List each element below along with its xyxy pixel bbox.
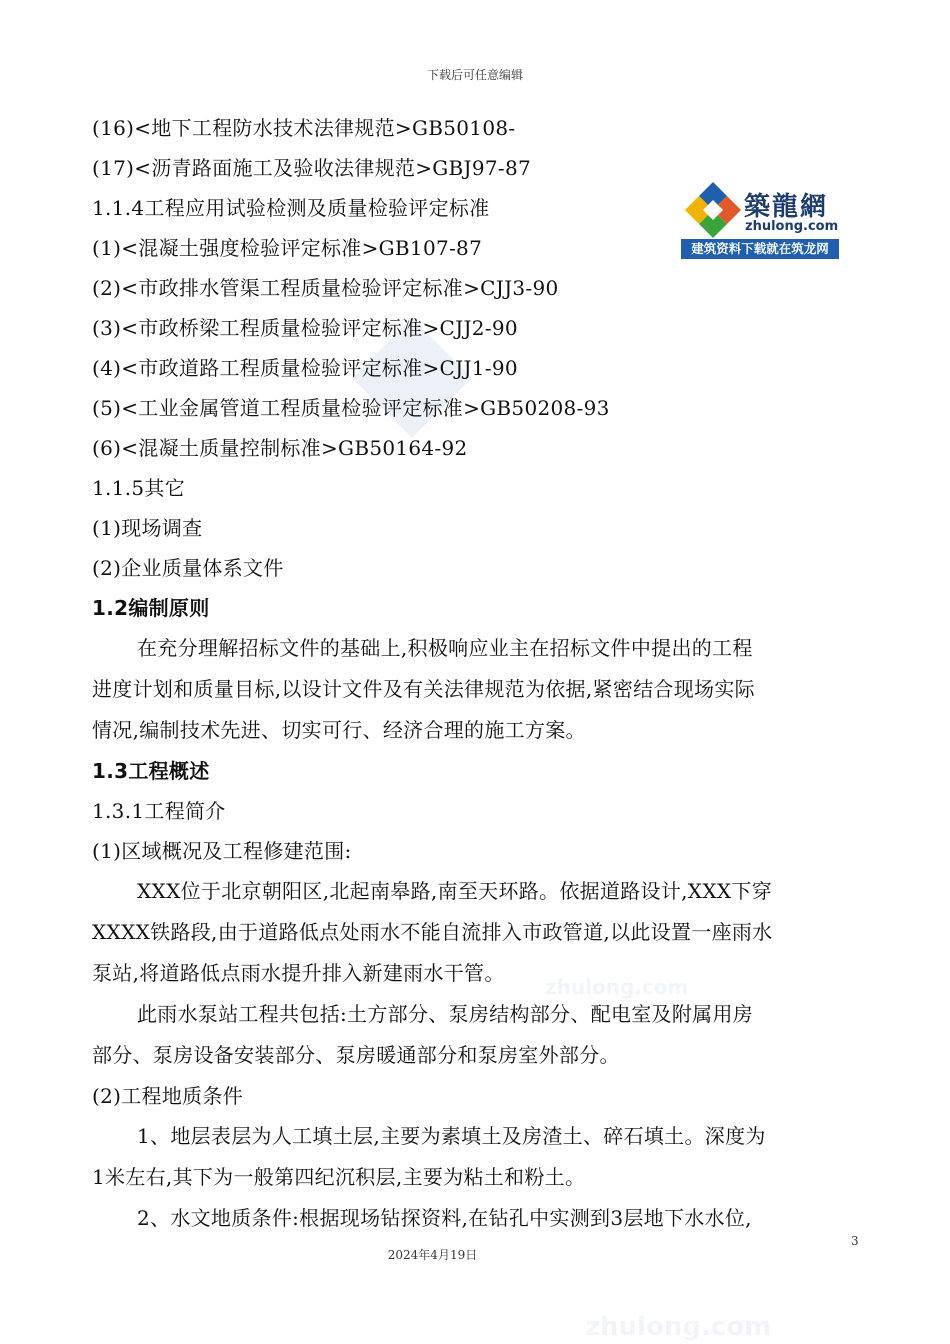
logo-brand-name: 築龍網 <box>744 192 829 222</box>
text-line: (4)<市政道路工程质量检验评定标准>CJJ1-90 <box>92 356 518 380</box>
text-line: (2)工程地质条件 <box>92 1084 244 1108</box>
paragraph-line: 1米左右,其下为一般第四纪沉积层,主要为粘土和粉土。 <box>92 1165 586 1189</box>
paragraph-line: 1、地层表层为人工填土层,主要为素填土及房渣土、碎石填土。深度为 <box>137 1124 766 1148</box>
text-line: (1)<混凝土强度检验评定标准>GB107-87 <box>92 236 483 260</box>
text-line: (16)<地下工程防水技术法律规范>GB50108- <box>92 116 516 140</box>
paragraph-line: 部分、泵房设备安装部分、泵房暖通部分和泵房室外部分。 <box>92 1043 620 1067</box>
text-line: (5)<工业金属管道工程质量检验评定标准>GB50208-93 <box>92 396 610 420</box>
section-heading-bold: 1.3工程概述 <box>92 759 210 783</box>
text-line: (1)现场调查 <box>92 516 203 540</box>
paragraph-line: XXXX铁路段,由于道路低点处雨水不能自流排入市政管道,以此设置一座雨水 <box>92 920 773 944</box>
paragraph-line: 2、水文地质条件:根据现场钻探资料,在钻孔中实测到3层地下水水位, <box>137 1206 752 1230</box>
paragraph-line: 进度计划和质量目标,以设计文件及有关法律规范为依据,紧密结合现场实际 <box>92 677 755 701</box>
watermark-text-bottom: zhulong.com <box>585 1312 772 1342</box>
paragraph-line: XXX位于北京朝阳区,北起南皋路,南至天环路。依据道路设计,XXX下穿 <box>137 879 773 903</box>
paragraph-line: 泵站,将道路低点雨水提升排入新建雨水干管。 <box>92 961 505 985</box>
logo-tagline: 建筑资料下载就在筑龙网 <box>681 239 839 259</box>
section-heading: 1.1.5其它 <box>92 476 185 500</box>
section-heading-bold: 1.2编制原则 <box>92 596 210 620</box>
page-number: 3 <box>851 1234 859 1248</box>
text-line: (1)区域概况及工程修建范围: <box>92 839 352 863</box>
watermark-text-middle: zhulong.com <box>545 975 689 999</box>
section-heading: 1.1.4工程应用试验检测及质量检验评定标准 <box>92 196 490 220</box>
paragraph-line: 在充分理解招标文件的基础上,积极响应业主在招标文件中提出的工程 <box>137 636 753 660</box>
footer-date: 2024年4月19日 <box>387 1248 478 1262</box>
text-line: (3)<市政桥梁工程质量检验评定标准>CJJ2-90 <box>92 316 518 340</box>
page-header-note: 下载后可任意编辑 <box>426 68 523 82</box>
text-line: (17)<沥青路面施工及验收法律规范>GBJ97-87 <box>92 156 532 180</box>
text-line: (2)<市政排水管渠工程质量检验评定标准>CJJ3-90 <box>92 276 559 300</box>
section-heading: 1.3.1工程简介 <box>92 799 226 823</box>
paragraph-line: 情况,编制技术先进、切实可行、经济合理的施工方案。 <box>92 718 586 742</box>
logo-url: zhulong.com <box>745 219 839 234</box>
zhulong-logo <box>681 178 839 260</box>
zhulong-diamond-icon <box>683 180 743 240</box>
text-line: (2)企业质量体系文件 <box>92 556 284 580</box>
text-line: (6)<混凝土质量控制标准>GB50164-92 <box>92 436 468 460</box>
paragraph-line: 此雨水泵站工程共包括:土方部分、泵房结构部分、配电室及附属用房 <box>137 1002 754 1026</box>
